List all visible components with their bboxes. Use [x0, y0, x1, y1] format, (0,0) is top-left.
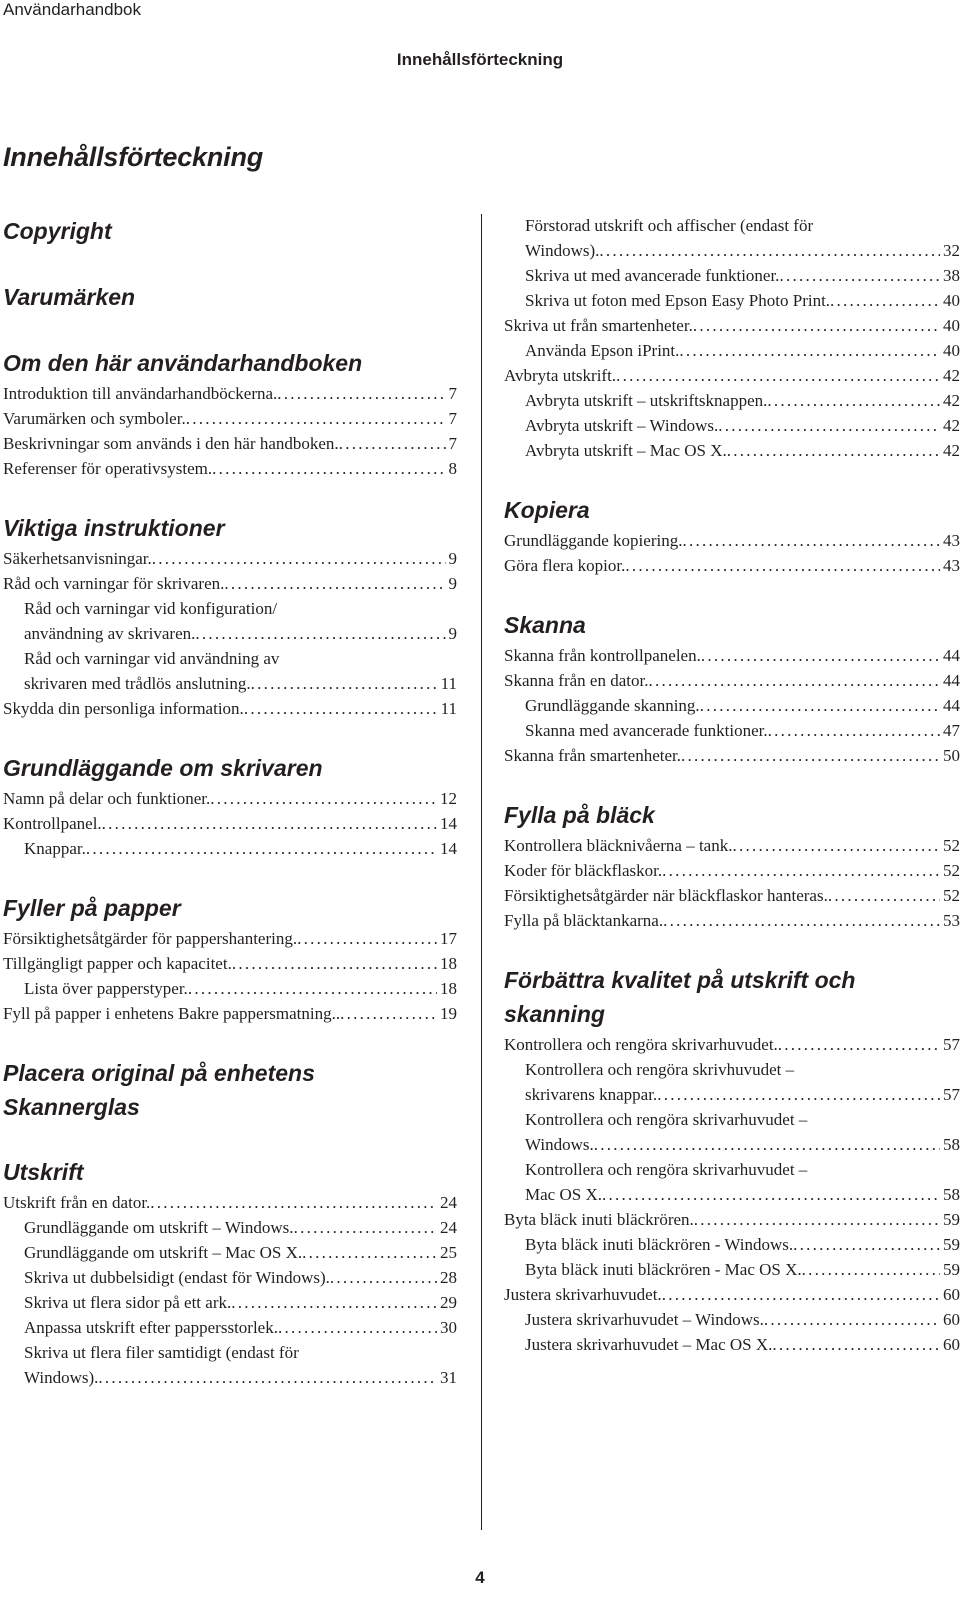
toc-entry[interactable]	[3, 1340, 457, 1390]
toc-entry-line	[525, 238, 960, 263]
dot-leader	[681, 743, 940, 768]
toc-entry[interactable]	[3, 596, 457, 646]
toc-entry-page-number: 60	[943, 1335, 960, 1354]
dot-leader	[718, 413, 940, 438]
toc-entry-page-number: 59	[943, 1210, 960, 1229]
toc-entry-line	[525, 1332, 960, 1357]
toc-entry-line	[24, 1315, 457, 1340]
dot-leader	[188, 976, 437, 1001]
toc-entry-line	[3, 1190, 457, 1215]
toc-entry-line	[3, 381, 457, 406]
running-header-section: Innehållsförteckning	[396, 50, 564, 69]
toc-entry-label: Avbryta utskrift – utskriftsknappen.	[525, 391, 768, 410]
toc-entry-label: Skriva ut från smartenheter.	[504, 316, 693, 335]
toc-entry-label: Introduktion till användarhandböckerna.	[3, 384, 278, 403]
toc-entry-label: Justera skrivarhuvudet – Mac OS X.	[525, 1335, 773, 1354]
toc-entry-line	[525, 413, 960, 438]
toc-entry-label: Försiktighetsåtgärder när bläckflaskor hanteras.	[504, 886, 828, 905]
dot-leader	[294, 1215, 437, 1240]
dot-leader	[232, 951, 437, 976]
toc-entry-label: skrivaren med trådlös anslutning.	[24, 674, 251, 693]
toc-entry-label: Skriva ut foton med Epson Easy Photo Print.	[525, 291, 831, 310]
dot-leader	[251, 671, 438, 696]
dot-leader	[278, 1315, 437, 1340]
dot-leader	[727, 438, 940, 463]
toc-entry-label-line: Förstorad utskrift och affischer (endast för	[525, 216, 814, 235]
toc-entry-label: användning av skrivaren.	[24, 624, 196, 643]
running-header-manual-name: Användarhandbok	[3, 0, 142, 19]
toc-entry-label: Grundläggande kopiering.	[504, 531, 683, 550]
dot-leader	[594, 1132, 940, 1157]
toc-entry-page-number: 18	[440, 979, 457, 998]
toc-entry-label: Skanna med avancerade funktioner.	[525, 721, 768, 740]
toc-entry-label: Använda Epson iPrint.	[525, 341, 680, 360]
toc-entry-page-number: 8	[448, 459, 457, 478]
toc-entry-page-number: 59	[943, 1260, 960, 1279]
dot-leader	[662, 1282, 940, 1307]
toc-entry-line	[525, 693, 960, 718]
toc-entry-label: Tillgängligt papper och kapacitet.	[3, 954, 232, 973]
toc-entry[interactable]	[3, 811, 457, 836]
toc-entry-label: Byta bläck inuti bläckrören - Mac OS X.	[525, 1260, 802, 1279]
dot-leader	[779, 263, 940, 288]
toc-entry-page-number: 57	[943, 1085, 960, 1104]
section-heading-placera-original-pa-enhetens-skannerglas: Placera original på enhetens Skannerglas	[3, 1060, 315, 1120]
toc-entry-line	[504, 1032, 960, 1057]
toc-entry-line	[504, 313, 960, 338]
toc-entry-label: Grundläggande om utskrift – Windows.	[24, 1218, 294, 1237]
toc-entry-line	[504, 743, 960, 768]
toc-entry-page-number: 53	[943, 911, 960, 930]
toc-entry[interactable]	[504, 438, 960, 463]
toc-entry-label: Avbryta utskrift – Windows.	[525, 416, 719, 435]
toc-entry-label: Namn på delar och funktioner.	[3, 789, 211, 808]
toc-entry-page-number: 42	[943, 391, 960, 410]
section-heading-forbattra-kvalitet-pa-utskrift-och-skann: Förbättra kvalitet på utskrift och skanning	[504, 967, 856, 1027]
toc-entry-page-number: 11	[440, 699, 457, 718]
toc-entry[interactable]	[504, 1207, 960, 1232]
toc-entry-page-number: 60	[943, 1285, 960, 1304]
toc-entry-label: Skriva ut dubbelsidigt (endast för Windows).	[24, 1268, 330, 1287]
dot-leader	[302, 1240, 437, 1265]
toc-entry-page-number: 7	[448, 409, 457, 428]
toc-entry-label: Grundläggande skanning.	[525, 696, 700, 715]
toc-entry-page-number: 50	[943, 746, 960, 765]
dot-leader	[195, 621, 445, 646]
toc-entry-page-number: 24	[440, 1218, 457, 1237]
toc-entry-page-number: 12	[440, 789, 457, 808]
toc-entry-line	[24, 671, 457, 696]
toc-entry[interactable]	[504, 1157, 960, 1207]
dot-leader	[616, 363, 940, 388]
toc-entry-line	[24, 1365, 457, 1390]
toc-entry-line	[525, 1257, 960, 1282]
toc-entry-label: Försiktighetsåtgärder för pappershantering.	[3, 929, 298, 948]
toc-entry-line	[525, 438, 960, 463]
toc-entry[interactable]	[504, 263, 960, 288]
toc-entry-label: Kontrollera och rengöra skrivarhuvudet.	[504, 1035, 778, 1054]
toc-entry-line	[525, 718, 960, 743]
toc-entry-page-number: 9	[448, 624, 457, 643]
toc-entry[interactable]	[504, 213, 960, 263]
toc-entry-line	[3, 811, 457, 836]
toc-entry-page-number: 9	[448, 549, 457, 568]
toc-entry-label: Göra flera kopior.	[504, 556, 626, 575]
toc-entry-label: Varumärken och symboler.	[3, 409, 186, 428]
toc-entry[interactable]	[504, 553, 960, 578]
toc-entry-line	[504, 668, 960, 693]
toc-entry-label-line: Kontrollera och rengöra skrivarhuvudet –	[525, 1160, 808, 1179]
toc-entry[interactable]	[3, 951, 457, 976]
toc-entry[interactable]	[3, 546, 457, 571]
toc-entry[interactable]	[3, 1265, 457, 1290]
dot-leader	[778, 1032, 940, 1057]
toc-entry[interactable]	[3, 406, 457, 431]
toc-entry-page-number: 18	[440, 954, 457, 973]
toc-entry-label: Justera skrivarhuvudet.	[504, 1285, 662, 1304]
toc-entry[interactable]	[3, 1315, 457, 1340]
toc-entry-page-number: 52	[943, 886, 960, 905]
toc-entry-line	[3, 696, 457, 721]
toc-entry-line	[504, 363, 960, 388]
toc-entry-page-number: 47	[943, 721, 960, 740]
toc-entry[interactable]	[504, 313, 960, 338]
toc-entry-line	[3, 951, 457, 976]
dot-leader	[297, 926, 437, 951]
toc-entry[interactable]	[504, 1232, 960, 1257]
toc-entry-line	[3, 786, 457, 811]
toc-entry-line	[504, 643, 960, 668]
dot-leader	[602, 1182, 940, 1207]
toc-entry-line	[525, 263, 960, 288]
toc-entry-page-number: 44	[943, 696, 960, 715]
toc-entry[interactable]	[3, 926, 457, 951]
toc-entry[interactable]	[504, 1032, 960, 1057]
toc-entry-label-line: Skriva ut flera filer samtidigt (endast för	[24, 1343, 299, 1362]
toc-entry-label: Grundläggande om utskrift – Mac OS X.	[24, 1243, 303, 1262]
toc-entry-page-number: 7	[448, 384, 457, 403]
toc-entry-page-number: 9	[448, 574, 457, 593]
section-heading-varumarken: Varumärken	[3, 284, 136, 310]
toc-entry[interactable]	[504, 288, 960, 313]
toc-entry-page-number: 7	[448, 434, 457, 453]
toc-entry[interactable]	[504, 668, 960, 693]
toc-entry[interactable]	[3, 836, 457, 861]
toc-entry-line	[24, 621, 457, 646]
toc-entry[interactable]	[3, 1290, 457, 1315]
toc-entry-line	[504, 1282, 960, 1307]
dot-leader	[186, 406, 446, 431]
toc-entry-label: Säkerhetsanvisningar.	[3, 549, 152, 568]
toc-entry-label: Kontrollera bläcknivåerna – tank.	[504, 836, 733, 855]
toc-entry-page-number: 28	[440, 1268, 457, 1287]
toc-entry-line	[3, 546, 457, 571]
toc-entry-line	[24, 1265, 457, 1290]
dot-leader	[625, 553, 940, 578]
toc-entry-label: Kontrollpanel.	[3, 814, 102, 833]
toc-entry-page-number: 19	[440, 1004, 457, 1023]
toc-entry-label: Råd och varningar för skrivaren.	[3, 574, 225, 593]
toc-entry-line	[504, 883, 960, 908]
toc-entry[interactable]	[504, 388, 960, 413]
dot-leader	[212, 456, 445, 481]
toc-left-column	[3, 214, 457, 1390]
toc-entry[interactable]	[504, 1332, 960, 1357]
toc-entry[interactable]	[3, 1190, 457, 1215]
toc-entry-label: skrivarens knappar.	[525, 1085, 658, 1104]
toc-entry[interactable]	[504, 338, 960, 363]
toc-entry-page-number: 17	[440, 929, 457, 948]
toc-entry-page-number: 31	[440, 1368, 457, 1387]
dot-leader	[662, 858, 940, 883]
toc-entry-label-line: Kontrollera och rengöra skrivarhuvudet –	[525, 1110, 808, 1129]
toc-entry[interactable]	[504, 718, 960, 743]
toc-entry-line	[504, 858, 960, 883]
toc-entry-line	[3, 406, 457, 431]
toc-entry[interactable]	[3, 381, 457, 406]
page-number: 4	[475, 1568, 485, 1587]
toc-entry-page-number: 58	[943, 1135, 960, 1154]
toc-entry-page-number: 29	[440, 1293, 457, 1312]
dot-leader	[682, 528, 940, 553]
toc-entry-line	[504, 528, 960, 553]
toc-entry-line	[3, 456, 457, 481]
dot-leader	[679, 338, 940, 363]
toc-entry-page-number: 52	[943, 861, 960, 880]
dot-leader	[693, 313, 940, 338]
toc-entry-label: Justera skrivarhuvudet – Windows.	[525, 1310, 764, 1329]
toc-entry-page-number: 42	[943, 366, 960, 385]
toc-entry-label: Skydda din personliga information.	[3, 699, 244, 718]
toc-entry-label: Utskrift från en dator.	[3, 1193, 151, 1212]
toc-entry-label: Skanna från kontrollpanelen.	[504, 646, 701, 665]
dot-leader	[339, 431, 446, 456]
toc-entry-line	[24, 836, 457, 861]
dot-leader	[98, 1365, 437, 1390]
toc-entry-line	[3, 1001, 457, 1026]
toc-entry-line	[525, 1182, 960, 1207]
section-heading-viktiga-instruktioner: Viktiga instruktioner	[3, 515, 225, 541]
toc-entry-page-number: 58	[943, 1185, 960, 1204]
dot-leader	[767, 388, 940, 413]
toc-entry[interactable]	[3, 646, 457, 696]
toc-entry-page-number: 11	[440, 674, 457, 693]
toc-entry-line	[504, 908, 960, 933]
toc-entry-label: Avbryta utskrift – Mac OS X.	[525, 441, 727, 460]
toc-entry-label-line: Råd och varningar vid användning av	[24, 649, 280, 668]
toc-entry-label: Lista över papperstyper.	[24, 979, 188, 998]
section-heading-kopiera: Kopiera	[504, 497, 590, 523]
toc-entry-label: Knappar.	[24, 839, 86, 858]
toc-entry[interactable]	[504, 858, 960, 883]
toc-entry-page-number: 40	[943, 291, 960, 310]
toc-entry[interactable]	[3, 786, 457, 811]
toc-entry-line	[3, 431, 457, 456]
toc-entry-page-number: 14	[440, 814, 457, 833]
toc-entry-page-number: 25	[440, 1243, 457, 1262]
toc-entry[interactable]	[504, 1257, 960, 1282]
dot-leader	[210, 786, 437, 811]
dot-leader	[277, 381, 445, 406]
toc-entry-page-number: 32	[943, 241, 960, 260]
toc-entry-page-number: 44	[943, 671, 960, 690]
toc-entry[interactable]	[504, 643, 960, 668]
toc-entry-line	[525, 1082, 960, 1107]
toc-entry-line	[3, 926, 457, 951]
toc-entry-label: Beskrivningar som används i den här handboken.	[3, 434, 339, 453]
toc-entry[interactable]	[3, 1215, 457, 1240]
toc-entry-page-number: 42	[943, 441, 960, 460]
toc-entry-page-number: 52	[943, 836, 960, 855]
toc-entry-page-number: 24	[440, 1193, 457, 1212]
toc-entry-label: Windows).	[525, 241, 600, 260]
dot-leader	[732, 833, 940, 858]
toc-entry-line	[525, 288, 960, 313]
dot-leader	[599, 238, 940, 263]
toc-entry[interactable]	[3, 1001, 457, 1026]
toc-entry-label: Windows).	[24, 1368, 99, 1387]
toc-entry-line	[24, 976, 457, 1001]
dot-leader	[802, 1257, 940, 1282]
dot-leader	[657, 1082, 940, 1107]
toc-entry-page-number: 40	[943, 316, 960, 335]
dot-leader	[701, 643, 940, 668]
page-title: Innehållsförteckning	[3, 142, 264, 172]
toc-entry-line	[24, 1215, 457, 1240]
toc-entry-page-number: 14	[440, 839, 457, 858]
toc-entry-page-number: 40	[943, 341, 960, 360]
dot-leader	[828, 883, 940, 908]
toc-entry-page-number: 38	[943, 266, 960, 285]
toc-entry-label: Fyll på papper i enhetens Bakre pappersmatning..	[3, 1004, 341, 1023]
dot-leader	[663, 908, 940, 933]
toc-entry[interactable]	[504, 1107, 960, 1157]
toc-entry-label: Skanna från en dator.	[504, 671, 649, 690]
toc-entry-label-line: Kontrollera och rengöra skrivhuvudet –	[525, 1060, 795, 1079]
section-heading-grundlaggande-om-skrivaren: Grundläggande om skrivaren	[3, 755, 323, 781]
toc-entry-line	[504, 1207, 960, 1232]
toc-entry[interactable]	[504, 363, 960, 388]
toc-entry-label: Skriva ut flera sidor på ett ark.	[24, 1293, 232, 1312]
toc-entry[interactable]	[504, 528, 960, 553]
toc-entry-label: Avbryta utskrift.	[504, 366, 617, 385]
toc-entry-page-number: 60	[943, 1310, 960, 1329]
dot-leader	[102, 811, 437, 836]
toc-entry-line	[525, 338, 960, 363]
dot-leader	[768, 718, 940, 743]
toc-entry[interactable]	[504, 743, 960, 768]
toc-entry-label: Byta bläck inuti bläckrören - Windows.	[525, 1235, 794, 1254]
toc-entry-label: Referenser för operativsystem.	[3, 459, 213, 478]
section-heading-copyright: Copyright	[3, 218, 112, 244]
dot-leader	[340, 1001, 437, 1026]
dot-leader	[150, 1190, 437, 1215]
toc-entry-line	[3, 571, 457, 596]
toc-entry[interactable]	[504, 1057, 960, 1107]
toc-entry-label: Skanna från smartenheter.	[504, 746, 682, 765]
toc-entry-label: Mac OS X.	[525, 1185, 602, 1204]
toc-right-column	[504, 213, 960, 1357]
toc-entry-label: Fylla på bläcktankarna.	[504, 911, 664, 930]
toc-entry-label: Skriva ut med avancerade funktioner.	[525, 266, 780, 285]
toc-entry-line	[525, 1232, 960, 1257]
dot-leader	[648, 668, 940, 693]
toc-entry[interactable]	[504, 693, 960, 718]
toc-entry[interactable]	[3, 456, 457, 481]
toc-entry-line	[525, 1132, 960, 1157]
toc-entry-page-number: 59	[943, 1235, 960, 1254]
toc-entry[interactable]	[3, 431, 457, 456]
toc-entry-line	[525, 1307, 960, 1332]
toc-entry-line	[24, 1290, 457, 1315]
dot-leader	[793, 1232, 940, 1257]
toc-entry[interactable]	[3, 976, 457, 1001]
dot-leader	[772, 1332, 940, 1357]
toc-entry-label: Windows.	[525, 1135, 594, 1154]
toc-entry-page-number: 42	[943, 416, 960, 435]
column-divider	[481, 214, 482, 1530]
toc-entry[interactable]	[504, 1307, 960, 1332]
dot-leader	[700, 693, 940, 718]
toc-entry-page-number: 57	[943, 1035, 960, 1054]
toc-entry-line	[525, 388, 960, 413]
toc-entry[interactable]	[3, 696, 457, 721]
toc-entry-line	[504, 553, 960, 578]
toc-entry-label-line: Råd och varningar vid konfiguration/	[24, 599, 278, 618]
toc-entry[interactable]	[504, 1282, 960, 1307]
section-heading-fyller-pa-papper: Fyller på papper	[3, 895, 181, 921]
toc-entry-label: Anpassa utskrift efter pappersstorlek.	[24, 1318, 278, 1337]
dot-leader	[244, 696, 438, 721]
dot-leader	[86, 836, 437, 861]
toc-entry-label: Byta bläck inuti bläckrören.	[504, 1210, 694, 1229]
toc-entry-page-number: 43	[943, 556, 960, 575]
toc-entry-page-number: 43	[943, 531, 960, 550]
section-heading-om-den-har-anvandarhandboken: Om den här användarhandboken	[3, 350, 363, 376]
toc-entry[interactable]	[504, 883, 960, 908]
dot-leader	[764, 1307, 940, 1332]
dot-leader	[231, 1290, 437, 1315]
toc-entry[interactable]	[504, 833, 960, 858]
section-heading-skanna: Skanna	[504, 612, 586, 638]
toc-entry-page-number: 44	[943, 646, 960, 665]
toc-entry-page-number: 30	[440, 1318, 457, 1337]
toc-entry[interactable]	[3, 571, 457, 596]
toc-entry-line	[504, 833, 960, 858]
dot-leader	[224, 571, 445, 596]
toc-entry-line	[24, 1240, 457, 1265]
section-heading-utskrift: Utskrift	[3, 1159, 84, 1185]
dot-leader	[330, 1265, 437, 1290]
dot-leader	[830, 288, 940, 313]
toc-entry[interactable]	[504, 908, 960, 933]
section-heading-fylla-pa-black: Fylla på bläck	[504, 802, 655, 828]
toc-entry[interactable]	[504, 413, 960, 438]
dot-leader	[694, 1207, 940, 1232]
toc-entry[interactable]	[3, 1240, 457, 1265]
toc-entry-label: Koder för bläckflaskor.	[504, 861, 663, 880]
dot-leader	[152, 546, 446, 571]
